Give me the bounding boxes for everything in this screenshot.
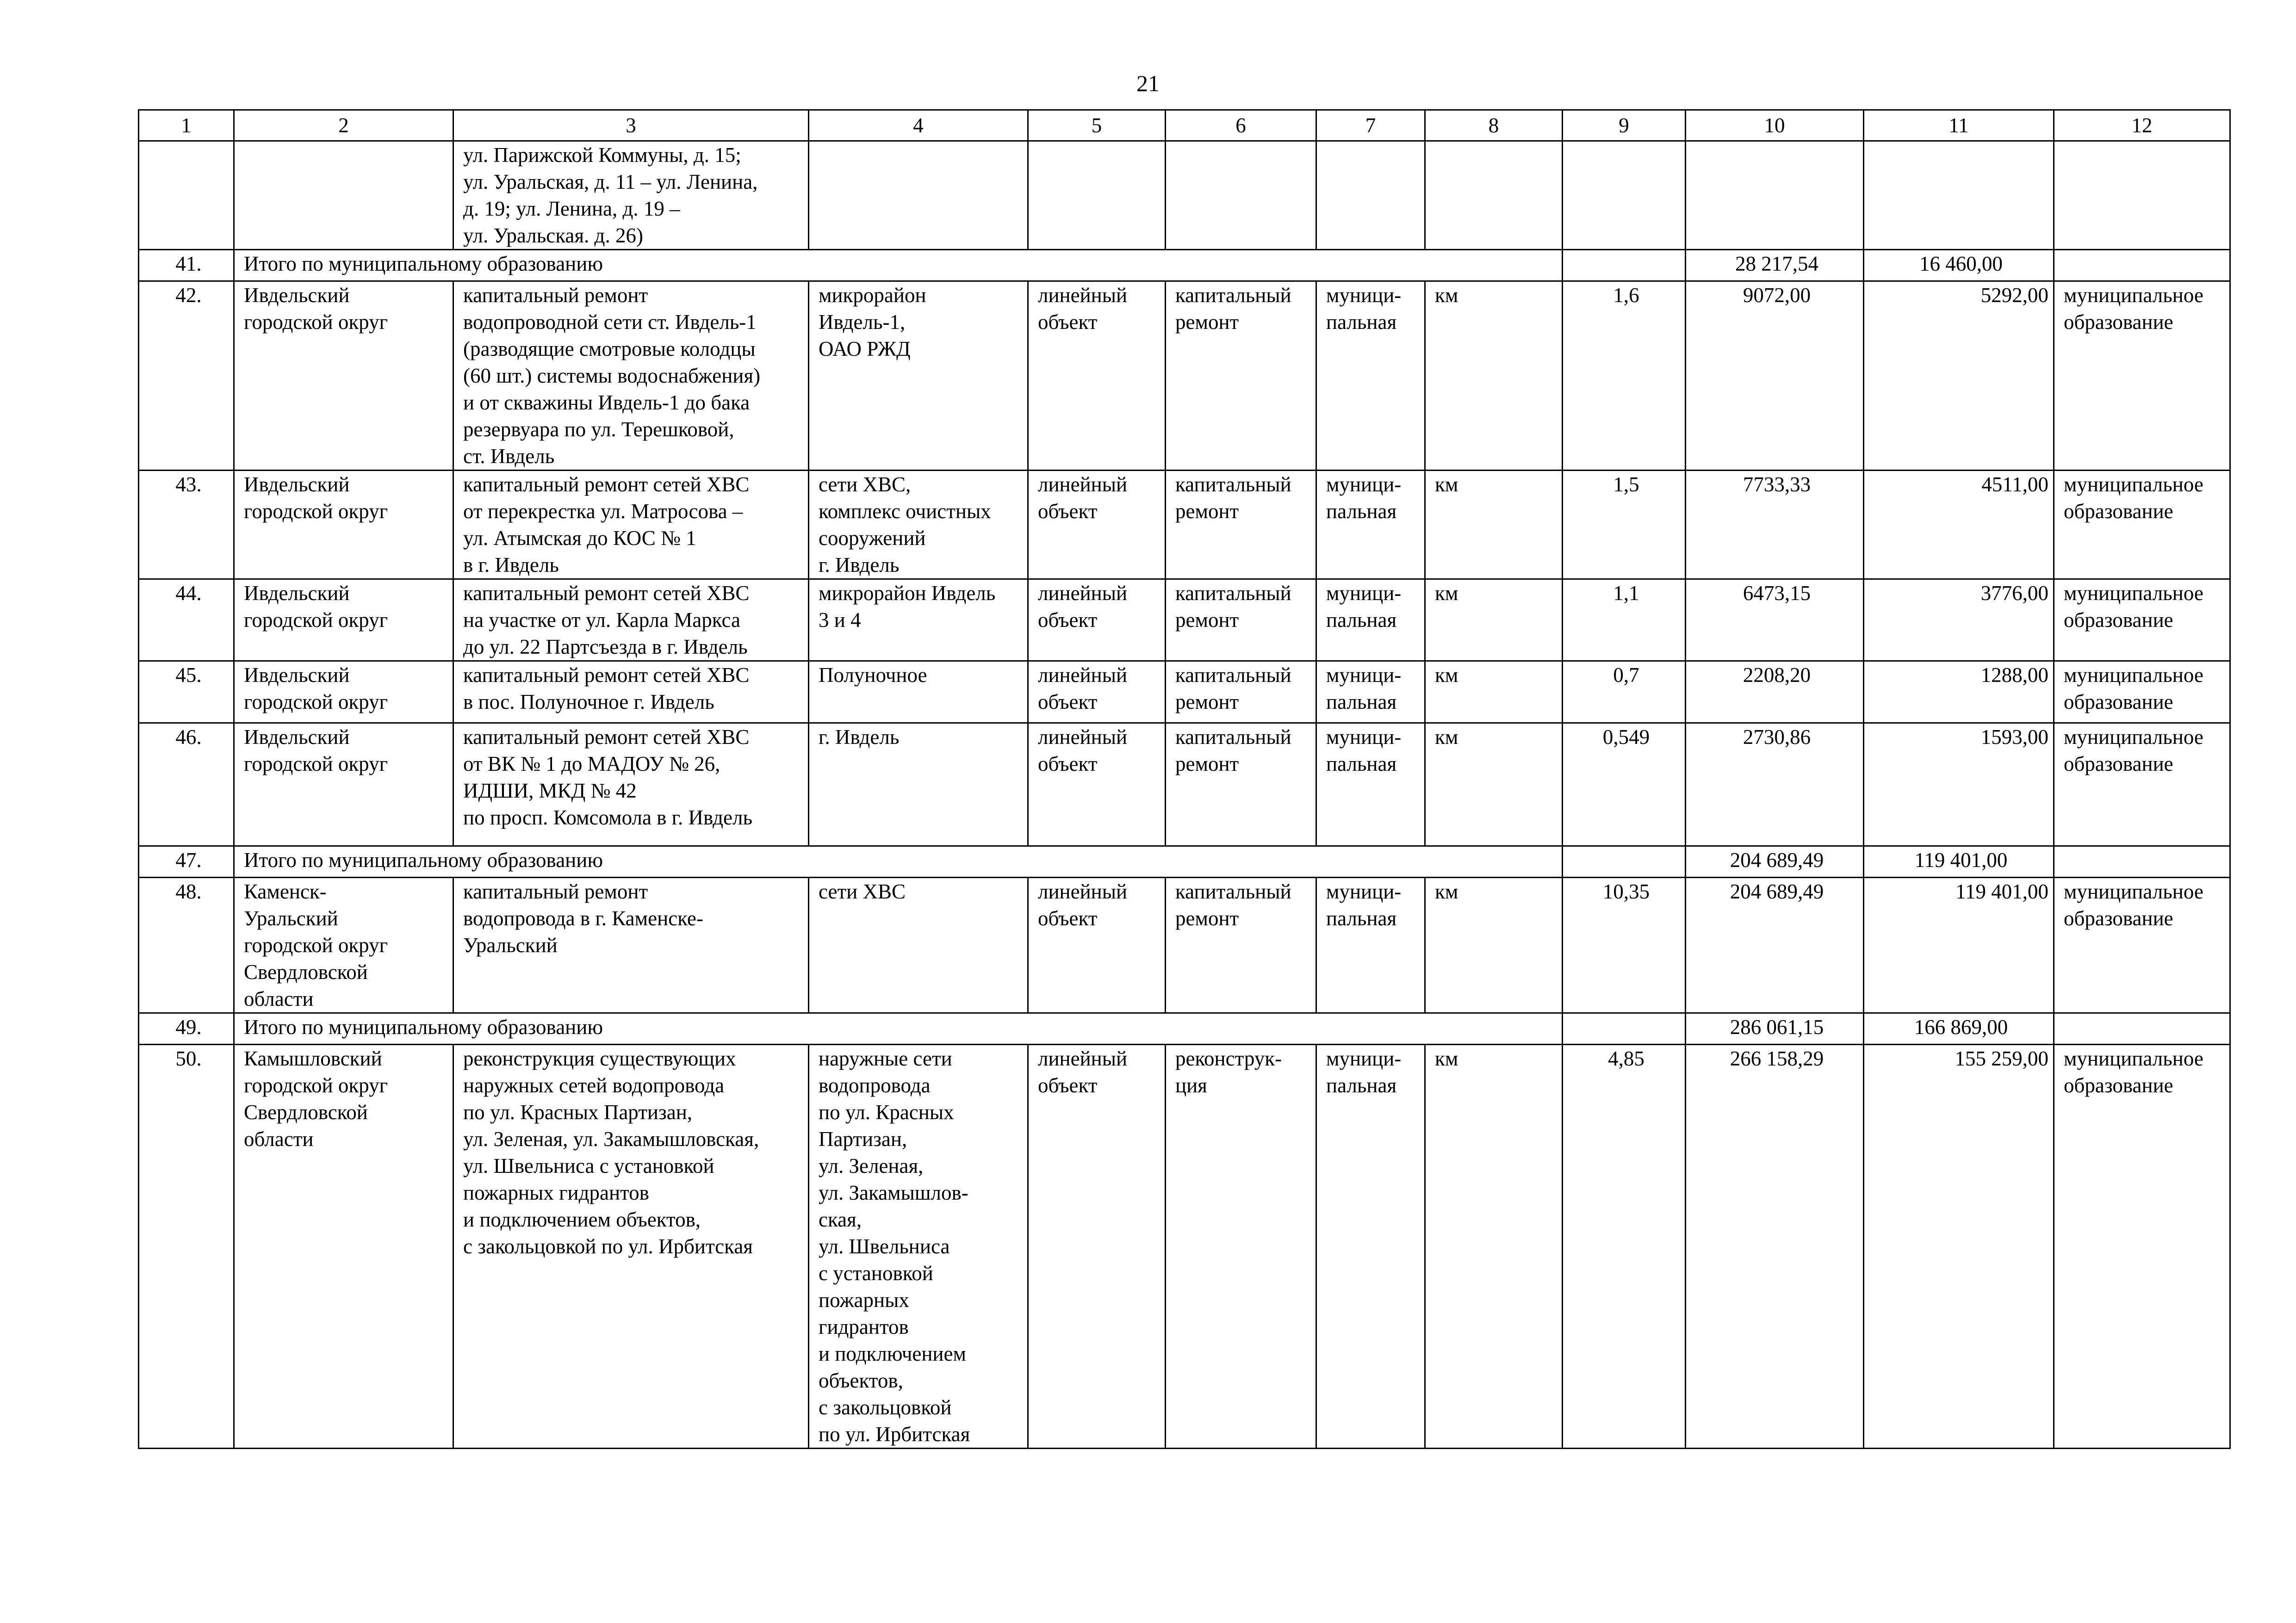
row-number: 43. — [139, 471, 234, 579]
cell-empty — [2054, 141, 2230, 250]
object-description — [453, 1045, 809, 1449]
text-line: реконструкция существующих — [463, 1047, 736, 1070]
text-line: капитальный — [1175, 284, 1291, 307]
budget-amount: 16 460,00 — [1864, 250, 2054, 281]
text-line: капитальный ремонт сетей ХВС — [463, 663, 750, 687]
text-line: с установкой — [819, 1262, 933, 1285]
cell-empty — [1316, 141, 1425, 250]
object-type — [1028, 281, 1166, 471]
text-line: ремонт — [1175, 310, 1239, 334]
text-line: ремонт — [1175, 752, 1239, 775]
text-line: капитальный ремонт — [463, 284, 648, 307]
text-line: по ул. Красных Партизан, — [463, 1101, 693, 1124]
row-number: 46. — [139, 723, 234, 846]
object-location — [809, 471, 1028, 579]
object-description — [453, 281, 809, 471]
text-line: пальная — [1326, 608, 1397, 632]
text-line: муниципальное — [2064, 880, 2203, 903]
table-row — [139, 579, 2230, 661]
municipality — [234, 579, 453, 661]
cell-empty — [1166, 141, 1316, 250]
column-number: 4 — [809, 110, 1028, 141]
row-number: 42. — [139, 281, 234, 471]
table-row — [139, 878, 2230, 1013]
customer — [2054, 471, 2230, 579]
total-row — [139, 1013, 2230, 1045]
text-line: муници- — [1326, 284, 1402, 307]
object-description — [453, 579, 809, 661]
text-line: объект — [1038, 690, 1098, 713]
text-line: резервуара по ул. Терешковой, — [463, 418, 734, 441]
row-number: 48. — [139, 878, 234, 1013]
total-row — [139, 846, 2230, 878]
text-line: по ул. Красных — [819, 1101, 954, 1124]
text-line: муници- — [1326, 725, 1402, 749]
text-line: капитальный — [1175, 663, 1291, 687]
text-line: ул. Швельниса с установкой — [463, 1154, 714, 1177]
text-line: Свердловской — [244, 1101, 368, 1124]
text-line: образование — [2064, 1074, 2173, 1097]
text-line: сети ХВС, — [819, 473, 911, 496]
text-line: образование — [2064, 310, 2173, 334]
text-line: линейный — [1038, 582, 1128, 605]
total-cost: 7733,33 — [1686, 471, 1864, 579]
municipality — [234, 661, 453, 723]
table-row — [139, 723, 2230, 846]
object-location — [809, 878, 1028, 1013]
text-line: ция — [1175, 1074, 1207, 1097]
text-line: капитальный ремонт сетей ХВС — [463, 725, 750, 749]
object-location — [809, 723, 1028, 846]
text-line: от перекрестка ул. Матросова – — [463, 500, 743, 523]
municipality — [234, 471, 453, 579]
budget-amount: 1288,00 — [1864, 661, 2054, 723]
text-line: ул. Зеленая, — [819, 1154, 924, 1177]
column-number-row — [139, 110, 2230, 141]
text-line: Ивдельский — [244, 582, 350, 605]
cell-empty — [1563, 1013, 1686, 1045]
text-line: 3 и 4 — [819, 608, 861, 632]
budget-amount: 1593,00 — [1864, 723, 2054, 846]
work-type — [1166, 1045, 1316, 1449]
object-description — [453, 471, 809, 579]
column-number: 6 — [1166, 110, 1316, 141]
text-line: ская, — [819, 1208, 862, 1231]
text-line: образование — [2064, 608, 2173, 632]
budget-amount: 119 401,00 — [1864, 846, 2054, 878]
cell-empty — [809, 141, 1028, 250]
text-line: ул. Уральская, д. 11 – ул. Ленина, — [463, 170, 758, 193]
ownership — [1316, 661, 1425, 723]
column-number: 5 — [1028, 110, 1166, 141]
capacity: 1,1 — [1563, 579, 1686, 661]
text-line: ремонт — [1175, 608, 1239, 632]
text-line: по просп. Комсомола в г. Ивдель — [463, 806, 753, 829]
row-number: 47. — [139, 846, 234, 878]
text-line: объект — [1038, 752, 1098, 775]
municipality — [234, 1045, 453, 1449]
text-line: г. Ивдель — [819, 553, 900, 576]
text-line: пальная — [1326, 500, 1397, 523]
municipality — [234, 723, 453, 846]
text-line: капитальный ремонт сетей ХВС — [463, 473, 750, 496]
budget-amount: 5292,00 — [1864, 281, 2054, 471]
text-line: (60 шт.) системы водоснабжения) — [463, 364, 761, 387]
cell-empty — [1425, 141, 1563, 250]
table-row — [139, 471, 2230, 579]
text-line: области — [244, 987, 314, 1010]
text-line: городской округ — [244, 1074, 388, 1097]
text-line: капитальный ремонт сетей ХВС — [463, 582, 750, 605]
text-line: д. 19; ул. Ленина, д. 19 – — [463, 197, 680, 220]
text-line: городской округ — [244, 608, 388, 632]
text-line: ремонт — [1175, 907, 1239, 930]
text-line: по ул. Ирбитская — [819, 1423, 970, 1446]
column-number: 2 — [234, 110, 453, 141]
text-line: образование — [2064, 752, 2173, 775]
text-line: от ВК № 1 до МАДОУ № 26, — [463, 752, 720, 775]
cell-empty — [2054, 250, 2230, 281]
row-number: 44. — [139, 579, 234, 661]
capacity: 0,7 — [1563, 661, 1686, 723]
text-line: пальная — [1326, 690, 1397, 713]
text-line: муници- — [1326, 582, 1402, 605]
object-description — [453, 661, 809, 723]
text-line: пальная — [1326, 1074, 1397, 1097]
text-line: ул. Зеленая, ул. Закамышловская, — [463, 1127, 759, 1151]
municipality — [234, 281, 453, 471]
object-type — [1028, 878, 1166, 1013]
text-line: пожарных гидрантов — [463, 1181, 649, 1204]
work-type — [1166, 878, 1316, 1013]
table-body — [139, 141, 2230, 1449]
total-label: Итого по муниципальному образованию — [234, 1013, 1563, 1045]
row-number: 49. — [139, 1013, 234, 1045]
row-number: 45. — [139, 661, 234, 723]
text-line: до ул. 22 Партсъезда в г. Ивдель — [463, 635, 748, 658]
customer — [2054, 723, 2230, 846]
object-description — [453, 723, 809, 846]
total-cost: 6473,15 — [1686, 579, 1864, 661]
text-line: Ивдельский — [244, 284, 350, 307]
total-cost: 9072,00 — [1686, 281, 1864, 471]
total-cost: 204 689,49 — [1686, 878, 1864, 1013]
text-line: Уральский — [463, 934, 558, 957]
text-line: городской округ — [244, 934, 388, 957]
text-line: пальная — [1326, 907, 1397, 930]
text-line: водопровода в г. Каменске- — [463, 907, 703, 930]
text-line: объектов, — [819, 1369, 903, 1392]
text-line: Ивдельский — [244, 725, 350, 749]
ownership — [1316, 723, 1425, 846]
object-location — [809, 281, 1028, 471]
text-line: в пос. Полуночное г. Ивдель — [463, 690, 714, 713]
total-cost: 2208,20 — [1686, 661, 1864, 723]
text-line: Ивдель-1, — [819, 310, 906, 334]
object-location — [809, 579, 1028, 661]
unit: км — [1425, 579, 1563, 661]
cell-empty — [139, 141, 234, 250]
text-line: муници- — [1326, 663, 1402, 687]
text-line: ул. Швельниса — [819, 1235, 950, 1258]
text-line: ИДШИ, МКД № 42 — [463, 779, 637, 802]
work-type — [1166, 281, 1316, 471]
column-number: 3 — [453, 110, 809, 141]
cell-empty — [1864, 141, 2054, 250]
object-description — [453, 878, 809, 1013]
text-line: водопроводной сети ст. Ивдель-1 — [463, 310, 757, 334]
text-line: линейный — [1038, 725, 1128, 749]
ownership — [1316, 281, 1425, 471]
object-type — [1028, 1045, 1166, 1449]
text-line: Свердловской — [244, 960, 368, 984]
customer — [2054, 878, 2230, 1013]
column-number: 12 — [2054, 110, 2230, 141]
budget-amount: 166 869,00 — [1864, 1013, 2054, 1045]
text-line: пальная — [1326, 752, 1397, 775]
text-line: капитальный — [1175, 582, 1291, 605]
total-label: Итого по муниципальному образованию — [234, 250, 1563, 281]
text-line: муниципальное — [2064, 725, 2203, 749]
text-line: городской округ — [244, 500, 388, 523]
text-line: водопровода — [819, 1074, 931, 1097]
text-line: реконструк- — [1175, 1047, 1282, 1070]
text-line: капитальный — [1175, 473, 1291, 496]
text-line: гидрантов — [819, 1315, 909, 1338]
column-number: 8 — [1425, 110, 1563, 141]
text-line: муници- — [1326, 1047, 1402, 1070]
text-line: г. Ивдель — [819, 725, 900, 749]
table-row — [139, 281, 2230, 471]
text-line: линейный — [1038, 284, 1128, 307]
total-cost: 2730,86 — [1686, 723, 1864, 846]
unit: км — [1425, 661, 1563, 723]
text-line: линейный — [1038, 880, 1128, 903]
text-line: сети ХВС — [819, 880, 906, 903]
column-number: 9 — [1563, 110, 1686, 141]
text-line: ул. Закамышлов- — [819, 1181, 968, 1204]
text-line: линейный — [1038, 1047, 1128, 1070]
object-type — [1028, 661, 1166, 723]
text-line: объект — [1038, 310, 1098, 334]
row-number: 50. — [139, 1045, 234, 1449]
text-line: ремонт — [1175, 500, 1239, 523]
text-line: ОАО РЖД — [819, 337, 911, 360]
total-row — [139, 250, 2230, 281]
total-cost: 204 689,49 — [1686, 846, 1864, 878]
text-line: городской округ — [244, 752, 388, 775]
text-line: наружных сетей водопровода — [463, 1074, 725, 1097]
budget-amount: 4511,00 — [1864, 471, 2054, 579]
text-line: на участке от ул. Карла Маркса — [463, 608, 741, 632]
budget-amount: 3776,00 — [1864, 579, 2054, 661]
text-line: ул. Атымская до КОС № 1 — [463, 527, 696, 550]
text-line: муниципальное — [2064, 663, 2203, 687]
text-line: линейный — [1038, 473, 1128, 496]
text-line: ул. Парижской Коммуны, д. 15; — [463, 143, 741, 167]
text-line: в г. Ивдель — [463, 553, 559, 576]
text-line: объект — [1038, 907, 1098, 930]
text-line: области — [244, 1127, 314, 1151]
text-line: микрорайон — [819, 284, 926, 307]
cell-empty — [234, 141, 453, 250]
text-line: муници- — [1326, 880, 1402, 903]
column-number: 7 — [1316, 110, 1425, 141]
text-line: Ивдельский — [244, 663, 350, 687]
text-line: сооружений — [819, 527, 926, 550]
text-line: и от скважины Ивдель-1 до бака — [463, 391, 750, 414]
unit: км — [1425, 723, 1563, 846]
table-row — [139, 661, 2230, 723]
text-line: объект — [1038, 500, 1098, 523]
work-type — [1166, 471, 1316, 579]
text-line: Полуночное — [819, 663, 927, 687]
work-type — [1166, 661, 1316, 723]
customer — [2054, 579, 2230, 661]
text-line: комплекс очистных — [819, 500, 991, 523]
total-cost: 266 158,29 — [1686, 1045, 1864, 1449]
text-line: муниципальное — [2064, 1047, 2203, 1070]
column-number: 1 — [139, 110, 234, 141]
text-line: с закольцовкой — [819, 1396, 952, 1419]
customer — [2054, 1045, 2230, 1449]
text-line: линейный — [1038, 663, 1128, 687]
text-line: капитальный — [1175, 725, 1291, 749]
text-line: и подключением — [819, 1342, 966, 1365]
work-type — [1166, 723, 1316, 846]
text-line: пожарных — [819, 1288, 909, 1312]
ownership — [1316, 579, 1425, 661]
text-line: объект — [1038, 608, 1098, 632]
unit: км — [1425, 281, 1563, 471]
text-line: объект — [1038, 1074, 1098, 1097]
cell-empty — [1563, 250, 1686, 281]
text-line: ремонт — [1175, 690, 1239, 713]
budget-amount: 119 401,00 — [1864, 878, 2054, 1013]
text-line: муниципальное — [2064, 284, 2203, 307]
cell-empty — [1563, 846, 1686, 878]
projects-table — [138, 109, 2231, 1449]
text-line: ул. Уральская. д. 26) — [463, 224, 643, 247]
text-line: ст. Ивдель — [463, 445, 555, 468]
column-number: 10 — [1686, 110, 1864, 141]
cell-empty — [1028, 141, 1166, 250]
text-line: образование — [2064, 690, 2173, 713]
text-line: с закольцовкой по ул. Ирбитская — [463, 1235, 753, 1258]
municipality — [234, 878, 453, 1013]
capacity: 10,35 — [1563, 878, 1686, 1013]
total-label: Итого по муниципальному образованию — [234, 846, 1563, 878]
unit: км — [1425, 471, 1563, 579]
text-line: (разводящие смотровые колодцы — [463, 337, 756, 360]
text-line: Уральский — [244, 907, 338, 930]
text-line: Каменск- — [244, 880, 327, 903]
cell-empty — [1563, 141, 1686, 250]
cell-empty — [2054, 1013, 2230, 1045]
text-line: Камышловский — [244, 1047, 382, 1070]
text-line: муниципальное — [2064, 582, 2203, 605]
cell-empty — [1686, 141, 1864, 250]
capacity: 4,85 — [1563, 1045, 1686, 1449]
capacity: 1,5 — [1563, 471, 1686, 579]
column-number: 11 — [1864, 110, 2054, 141]
ownership — [1316, 1045, 1425, 1449]
text-line: образование — [2064, 907, 2173, 930]
capacity: 0,549 — [1563, 723, 1686, 846]
budget-amount: 155 259,00 — [1864, 1045, 2054, 1449]
object-type — [1028, 471, 1166, 579]
customer — [2054, 281, 2230, 471]
text-line: муници- — [1326, 473, 1402, 496]
object-location — [809, 661, 1028, 723]
unit: км — [1425, 1045, 1563, 1449]
text-line: наружные сети — [819, 1047, 952, 1070]
continuation-row — [139, 141, 2230, 250]
cell-empty — [2054, 846, 2230, 878]
text-line: пальная — [1326, 310, 1397, 334]
object-description — [453, 141, 809, 250]
table-row — [139, 1045, 2230, 1449]
object-type — [1028, 579, 1166, 661]
work-type — [1166, 579, 1316, 661]
text-line: и подключением объектов, — [463, 1208, 701, 1231]
capacity: 1,6 — [1563, 281, 1686, 471]
object-location — [809, 1045, 1028, 1449]
text-line: муниципальное — [2064, 473, 2203, 496]
text-line: образование — [2064, 500, 2173, 523]
ownership — [1316, 878, 1425, 1013]
text-line: капитальный — [1175, 880, 1291, 903]
text-line: Ивдельский — [244, 473, 350, 496]
total-cost: 28 217,54 — [1686, 250, 1864, 281]
object-type — [1028, 723, 1166, 846]
text-line: Партизан, — [819, 1127, 907, 1151]
text-line: микрорайон Ивдель — [819, 582, 996, 605]
customer — [2054, 661, 2230, 723]
total-cost: 286 061,15 — [1686, 1013, 1864, 1045]
text-line: городской округ — [244, 690, 388, 713]
row-number: 41. — [139, 250, 234, 281]
text-line: городской округ — [244, 310, 388, 334]
unit: км — [1425, 878, 1563, 1013]
page-number: 21 — [1136, 70, 1160, 96]
ownership — [1316, 471, 1425, 579]
text-line: капитальный ремонт — [463, 880, 648, 903]
